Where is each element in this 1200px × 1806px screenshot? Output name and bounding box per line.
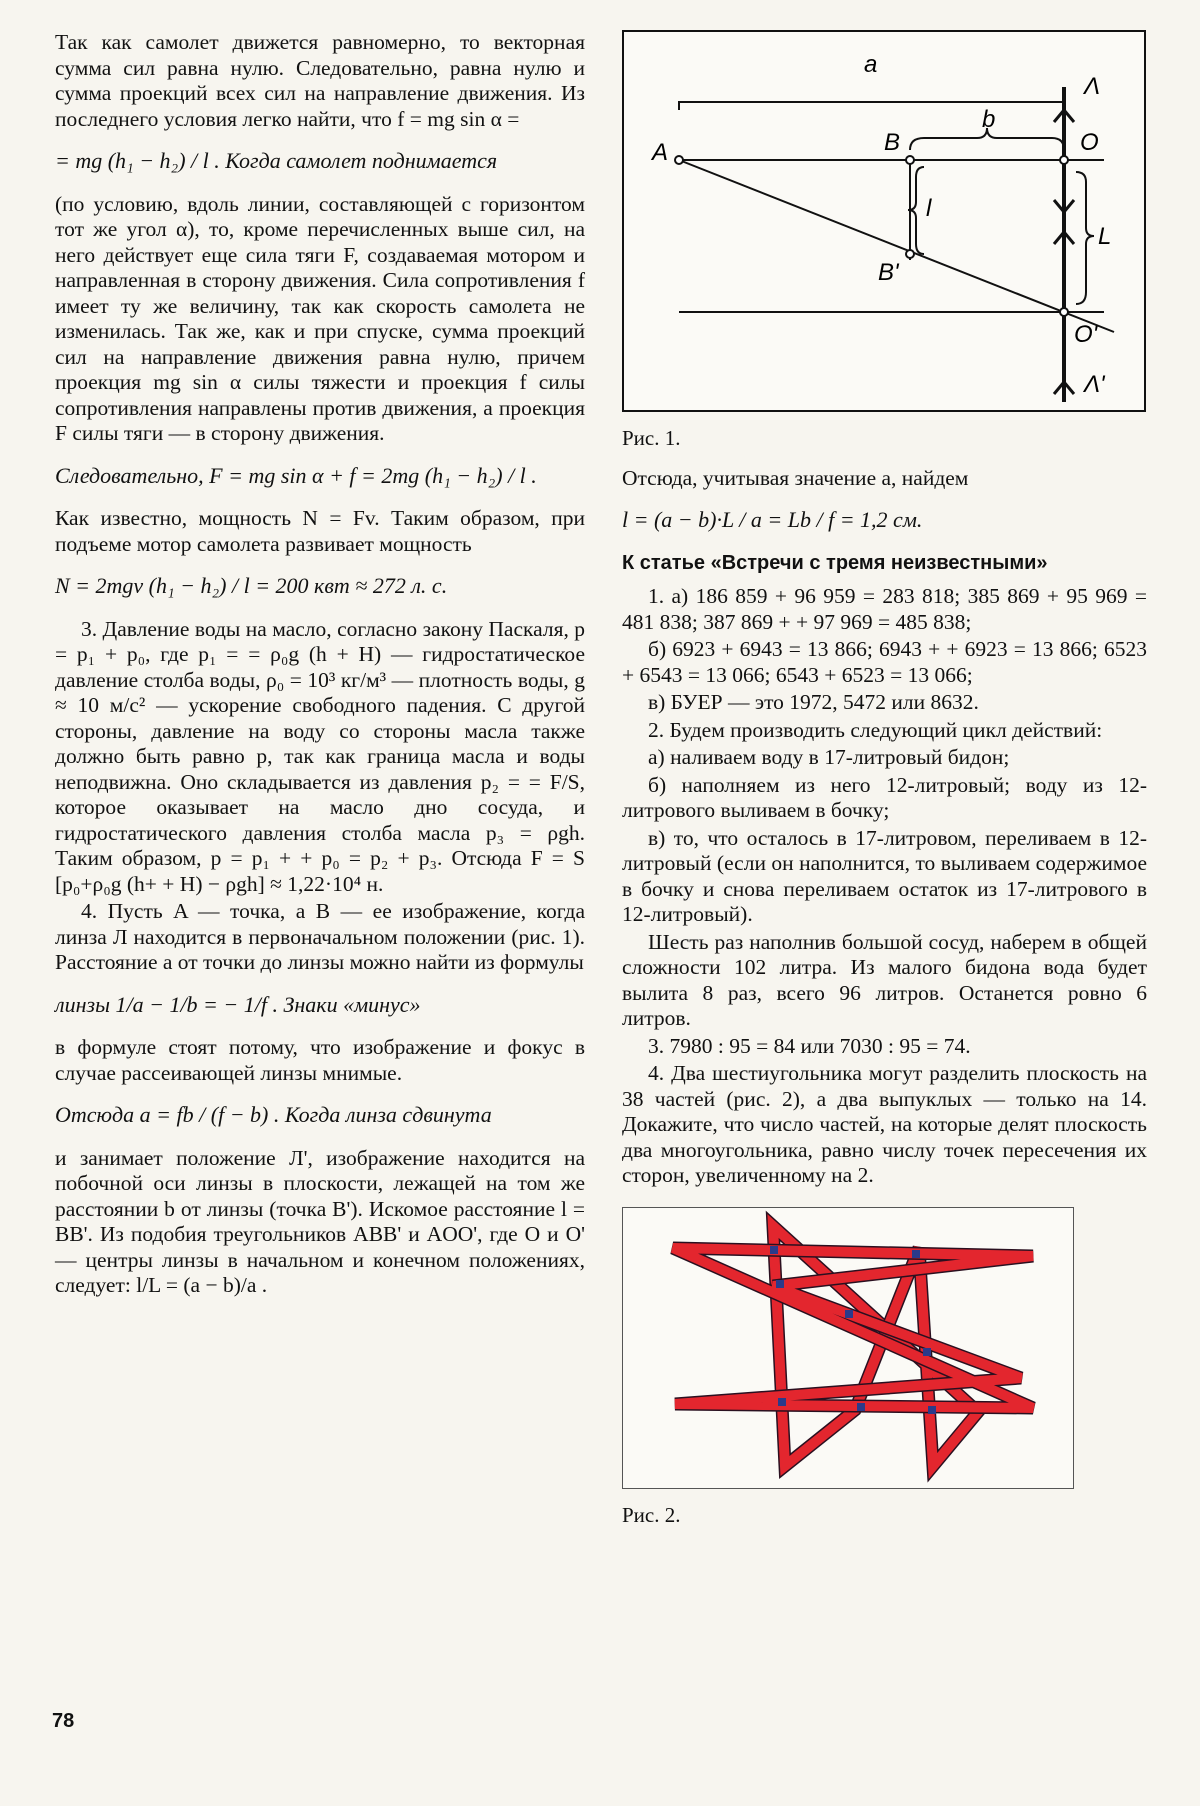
answer-2-conclusion: Шесть раз наполнив большой сосуд, наберем в общей сложности 102 литра. Из малого бидона вода будет вылита 8 раз, всего 96 литров. Останется ровно 6 литров. <box>622 929 1147 1030</box>
answer-1a: 1. а) 186 859 + 96 959 = 283 818; 385 869 + 95 969 = 481 838; 387 869 + + 97 969 = 485 838; <box>622 584 1147 634</box>
label-point-b: B <box>884 129 901 156</box>
figure-2-caption: Рис. 2. <box>622 1502 681 1527</box>
point-b <box>906 156 914 164</box>
formula-distance-a: Отсюда a = fb / (f − b) . Когда линза сдвинута <box>55 1102 492 1127</box>
left-paragraph-problem-3: 3. Давление воды на масло, согласно закону Паскаля, p = p₁ + p₀, где p₁ = = ρ₀g (h + H) — гидростатическое давление столба воды, ρ₀ = 10³ кг/м³ — плотность воды, g ≈ 10 м/с² — ускорение свободного падения. С другой стороны, давление на воду со стороны масла также должно быть равно p, так как граница масла и воды неподвижна. Оно складывается из давления p₂ = = F/S, которое оказывает на масло дно сосуда, и гидростатического давления столба масла p₃ = ρgh. Таким образом, p = p₁ + + p₀ = p₂ + p₃. Отсюда F = S [p₀+ρ₀g (h+ + H) − ρgh] ≈ 1,22·10⁴ н. <box>55 616 585 896</box>
point-a <box>675 156 683 164</box>
figure-1-lens-diagram <box>622 30 1146 412</box>
label-point-b-prime: B' <box>878 259 899 286</box>
left-column <box>55 30 585 1301</box>
formula-thrust: Следовательно, F = mg sin α + f = 2mg (h₁ − h₂) / l . <box>55 462 537 488</box>
hexagon-b <box>673 1248 1033 1408</box>
intersection-point <box>776 1280 784 1288</box>
label-a: a <box>864 51 878 78</box>
answer-2c: в) то, что осталось в 17-литровом, переливаем в 12-литровый (если он наполнится, то выливаем содержимое в бочку и снова переливаем остаток из 17-литрового в 12-литровый). <box>622 825 1147 926</box>
right-paragraph-1: Отсюда, учитывая значение a, найдем <box>622 465 969 490</box>
intersection-point <box>912 1250 920 1258</box>
intersection-point <box>857 1403 865 1411</box>
brace-a <box>679 102 1064 110</box>
answer-2a: а) наливаем воду в 17-литровый бидон; <box>648 745 1010 769</box>
label-point-o-prime: O' <box>1074 321 1098 348</box>
section-heading: К статье «Встречи с тремя неизвестными» <box>622 551 1048 574</box>
label-b: b <box>982 106 996 133</box>
label-point-a: A <box>652 139 669 166</box>
answer-4: 4. Два шестиугольника могут разделить плоскость на 38 частей (рис. 2), а два выпуклых — только на 14. Докажите, что число частей, на которые делят плоскость два многоугольника, равно числу точек пересечения их сторон, увеличенному на 2. <box>622 1061 1147 1187</box>
figure-2-hexagons <box>622 1207 1074 1489</box>
answer-1b: б) 6923 + 6943 = 13 866; 6943 + + 6923 = 13 866; 6523 + 6543 = 13 066; 6543 + 6523 = 13 066; <box>622 637 1147 687</box>
hexagon-pair <box>673 1226 1033 1466</box>
label-lens: Λ <box>1084 73 1101 100</box>
intersection-point <box>928 1406 936 1414</box>
formula-lens: линзы 1/a − 1/b = − 1/f . Знаки «минус» <box>55 991 421 1017</box>
left-paragraph-problem-4: 4. Пусть A — точка, а B — ее изображение, когда линза Л находится в первоначальном положении (рис. 1). Расстояние a от точки до линзы можно найти из формулы <box>55 899 585 974</box>
label-l: l <box>926 195 932 222</box>
left-paragraph-5: в формуле стоят потому, что изображение и фокус в случае рассеивающей линзы мнимые. <box>55 1035 585 1085</box>
intersection-point <box>778 1398 786 1406</box>
figure-1-caption: Рис. 1. <box>622 426 681 450</box>
left-paragraph-1: Так как самолет движется равномерно, то векторная сумма сил равна нулю. Следовательно, равна нулю и сумма проекций всех сил на направление движения. Из последнего условия легко найти, что f = mg sin α = <box>55 30 585 131</box>
formula-friction: = mg (h₁ − h₂) / l . Когда самолет поднимается <box>55 148 498 173</box>
point-o-prime <box>1060 308 1068 316</box>
label-point-o: O <box>1080 129 1099 156</box>
answer-2b: б) наполняем из него 12-литровый; воду из 12-литрового выливаем в бочку; <box>622 772 1147 822</box>
right-column <box>622 30 1147 1542</box>
answer-2: 2. Будем производить следующий цикл действий: <box>648 717 1103 742</box>
answer-3: 3. 7980 : 95 = 84 или 7030 : 95 = 74. <box>648 1033 971 1058</box>
label-capital-l: L <box>1098 223 1112 250</box>
left-paragraph-6: и занимает положение Л', изображение находится на побочной оси линзы в плоскости, лежащей на том же расстоянии b от линзы (точка B'). Искомое расстояние l = BB'. Из подобия треугольников ABB' и AOO', где O и O' — центры линзы в начальном и конечном положениях, следует: l/L = (a − b)/a . <box>55 1145 585 1297</box>
page-number: 78 <box>52 1710 75 1732</box>
intersection-point <box>923 1348 931 1356</box>
formula-result-l: l = (a − b)·L / a = Lb / f = 1,2 см. <box>622 507 923 532</box>
answer-1c: в) БУЕР — это 1972, 5472 или 8632. <box>648 690 979 714</box>
formula-power: N = 2mgv (h₁ − h₂) / l = 200 квт ≈ 272 л. с. <box>55 573 448 598</box>
point-b-prime <box>906 250 914 258</box>
intersection-point <box>770 1246 778 1254</box>
brace-capital-l <box>1076 172 1094 304</box>
left-paragraph-3: Как известно, мощность N = Fv. Таким образом, при подъеме мотор самолета развивает мощность <box>55 506 585 556</box>
left-paragraph-2: (по условию, вдоль линии, составляющей с горизонтом тот же угол α), то, кроме перечисленных выше сил, на него действует еще сила тяги F, создаваемая мотором и направленная в сторону движения. Сила сопротивления f имеет ту же величину, так как скорость самолета не изменилась. Так же, как и при спуске, сумма проекций сил на направление движения равна нулю, причем проекция mg sin α силы тяжести и проекция f силы сопротивления направлены против движения, а проекция F силы тяги — в сторону движения. <box>55 191 585 445</box>
ray-line <box>679 160 1114 332</box>
point-o <box>1060 156 1068 164</box>
label-lens-prime: Λ' <box>1084 371 1105 398</box>
intersection-point <box>845 1310 853 1318</box>
